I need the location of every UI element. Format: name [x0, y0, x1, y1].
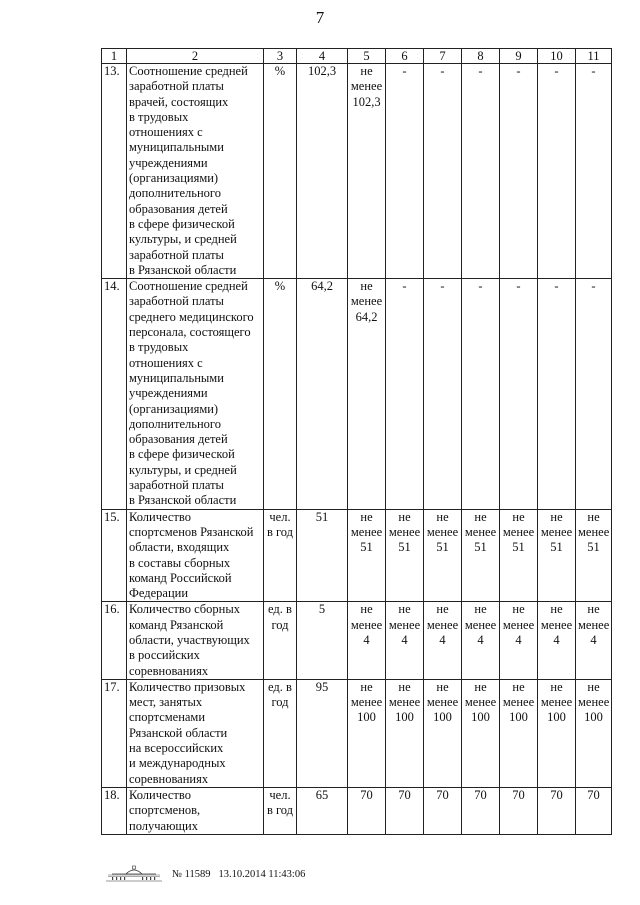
indicator-name-line: (организациями) — [129, 171, 219, 186]
target-value-line: не — [587, 509, 600, 524]
target-value-cell — [386, 602, 424, 679]
target-value-line: менее — [578, 695, 610, 710]
target-value-line: 51 — [587, 540, 600, 555]
target-value-line: 70 — [550, 787, 563, 802]
target-value-line: - — [516, 64, 521, 78]
target-value-line: 4 — [363, 632, 370, 647]
indicator-name-line: в трудовых — [129, 109, 189, 124]
target-value-line: - — [478, 64, 483, 78]
indicator-name-line: в российских — [129, 648, 200, 663]
target-value-cell — [576, 787, 612, 834]
indicator-name-line: Федерации — [129, 586, 189, 601]
unit-cell: ед. в год — [264, 679, 297, 787]
indicator-name-line: Соотношение средней — [129, 279, 248, 294]
target-value-line: менее — [464, 524, 497, 539]
target-value-line: не — [587, 602, 600, 617]
target-value-cell — [500, 279, 538, 509]
indicator-name-line: и международных — [129, 756, 226, 771]
indicator-name-line: в Рязанской области — [129, 262, 237, 277]
target-value-line: не — [474, 602, 487, 617]
target-value-line: 100 — [509, 710, 528, 725]
indicator-name-line: соревнованиях — [129, 771, 209, 786]
target-value-cell — [424, 64, 462, 279]
target-value-cell — [462, 64, 500, 279]
target-value-line: менее — [350, 695, 383, 710]
target-value-line: не — [360, 679, 373, 694]
target-value-cell — [386, 509, 424, 602]
indicator-name-line: образования детей — [129, 201, 228, 216]
indicator-name-cell — [127, 64, 264, 279]
target-value-cell — [424, 787, 462, 834]
target-value-cell — [538, 64, 576, 279]
target-value-line: не — [436, 509, 449, 524]
indicator-name-line: заработной платы — [129, 247, 224, 262]
indicator-name-line: на всероссийских — [129, 741, 224, 756]
target-value-line: - — [516, 279, 521, 294]
indicator-name-line: в Рязанской области — [129, 493, 237, 508]
target-value-line: 51 — [474, 540, 487, 555]
indicator-name-line: в составы сборных — [129, 555, 231, 570]
target-value-line: 100 — [471, 710, 490, 725]
target-value-line: не — [587, 679, 600, 694]
indicator-name-line: культуры, и средней — [129, 232, 237, 247]
target-value-line: менее — [350, 524, 383, 539]
indicator-name-line: Количество сборных — [129, 602, 240, 617]
indicator-name-line: области, входящих — [129, 540, 230, 555]
indicator-name-line: спортсменов, — [129, 803, 201, 818]
header-cell: 10 — [538, 49, 576, 64]
target-value-line: 100 — [584, 710, 603, 725]
header-cell: 5 — [348, 49, 386, 64]
indicator-name-line: соревнованиях — [129, 663, 209, 678]
target-value-line: 51 — [436, 540, 449, 555]
indicator-name-cell — [127, 787, 264, 834]
target-value-line: не — [398, 602, 411, 617]
target-value-line: 102,3 — [352, 94, 381, 109]
target-value-line: 4 — [439, 632, 446, 647]
target-value-cell — [538, 679, 576, 787]
indicator-name-line: отношениях с — [129, 355, 203, 370]
target-value-line: 100 — [433, 710, 452, 725]
target-value-cell — [386, 787, 424, 834]
indicator-name-cell — [127, 679, 264, 787]
target-value-cell — [348, 64, 386, 279]
indicator-name-cell — [127, 602, 264, 679]
indicator-name-line: Количество призовых — [129, 679, 246, 694]
target-value-cell — [348, 509, 386, 602]
target-value-cell — [462, 602, 500, 679]
target-value-line: 51 — [512, 540, 525, 555]
header-cell: 7 — [424, 49, 462, 64]
target-value-line: не — [550, 679, 563, 694]
indicator-name-line: (организациями) — [129, 401, 219, 416]
target-value-line: не — [474, 679, 487, 694]
target-value-cell — [386, 679, 424, 787]
unit-cell: ед. в год — [264, 602, 297, 679]
table-row — [102, 509, 612, 602]
indicator-name-line: учреждениями — [129, 386, 208, 401]
target-value-line: менее — [578, 524, 610, 539]
target-value-line: не — [398, 679, 411, 694]
header-cell: 11 — [576, 49, 612, 64]
target-value-cell — [576, 602, 612, 679]
target-value-line: менее — [426, 617, 459, 632]
indicator-name-line: Соотношение средней — [129, 64, 248, 78]
indicator-name-line: заработной платы — [129, 478, 224, 493]
target-value-line: не — [436, 602, 449, 617]
target-value-cell — [500, 602, 538, 679]
target-value-line: менее — [426, 695, 459, 710]
document-registration-number: № 11589 — [172, 868, 211, 880]
indicator-name-line: учреждениями — [129, 155, 208, 170]
indicator-name-line: области, участвующих — [129, 632, 250, 647]
target-value-line: не — [360, 64, 373, 78]
indicator-name-line: получающих — [129, 818, 199, 833]
target-value-line: менее — [502, 524, 535, 539]
target-value-line: 70 — [398, 787, 411, 802]
target-value-line: не — [512, 679, 525, 694]
unit-cell: % — [264, 279, 297, 509]
target-value-line: - — [402, 279, 407, 294]
indicator-table — [101, 48, 612, 835]
header-cell: 8 — [462, 49, 500, 64]
base-value-cell: 65 — [297, 787, 348, 834]
target-value-line: 70 — [436, 787, 449, 802]
target-value-line: 4 — [401, 632, 408, 647]
base-value-cell: 5 — [297, 602, 348, 679]
indicator-name-line: дополнительного — [129, 416, 221, 431]
target-value-line: менее — [578, 617, 610, 632]
target-value-line: 100 — [357, 710, 376, 725]
target-value-cell — [462, 509, 500, 602]
indicator-name-line: спортсменами — [129, 710, 206, 725]
table-row — [102, 787, 612, 834]
header-row — [102, 49, 612, 64]
target-value-line: 51 — [398, 540, 411, 555]
target-value-line: не — [512, 602, 525, 617]
document-footer — [104, 864, 305, 884]
row-number-cell: 17. — [102, 679, 127, 787]
target-value-cell — [424, 679, 462, 787]
row-number-cell: 18. — [102, 787, 127, 834]
indicator-name-line: среднего медицинского — [129, 309, 254, 324]
target-value-line: - — [591, 279, 596, 294]
header-cell: 4 — [297, 49, 348, 64]
target-value-cell — [348, 279, 386, 509]
target-value-line: 4 — [477, 632, 484, 647]
target-value-cell — [500, 64, 538, 279]
target-value-line: - — [440, 279, 445, 294]
target-value-line: 4 — [515, 632, 522, 647]
table-row — [102, 279, 612, 509]
indicator-name-line: муниципальными — [129, 370, 224, 385]
target-value-line: не — [550, 509, 563, 524]
target-value-line: 100 — [395, 710, 414, 725]
target-value-cell — [538, 787, 576, 834]
table-row — [102, 64, 612, 279]
target-value-line: не — [360, 279, 373, 294]
target-value-line: 4 — [590, 632, 597, 647]
target-value-line: 70 — [360, 787, 373, 802]
target-value-line: - — [402, 64, 407, 78]
indicator-name-line: в сфере физической — [129, 447, 235, 462]
row-number-cell: 13. — [102, 64, 127, 279]
target-value-cell — [576, 679, 612, 787]
target-value-line: 51 — [360, 540, 373, 555]
target-value-line: 51 — [550, 540, 563, 555]
unit-cell: чел. в год — [264, 509, 297, 602]
base-value-cell: 102,3 — [297, 64, 348, 279]
indicator-name-line: отношениях с — [129, 125, 203, 140]
target-value-line: менее — [540, 695, 573, 710]
target-value-line: менее — [464, 695, 497, 710]
target-value-line: не — [360, 509, 373, 524]
target-value-line: менее — [502, 617, 535, 632]
indicator-name-line: Рязанской области — [129, 725, 228, 740]
table-row — [102, 602, 612, 679]
target-value-cell — [462, 679, 500, 787]
target-value-line: не — [474, 509, 487, 524]
target-value-cell — [386, 64, 424, 279]
indicator-name-line: спортсменов Рязанской — [129, 524, 254, 539]
target-value-line: менее — [388, 695, 421, 710]
target-value-line: - — [591, 64, 596, 78]
target-value-cell — [348, 787, 386, 834]
indicator-name-cell — [127, 509, 264, 602]
page-number: 7 — [315, 8, 325, 27]
target-value-line: менее — [388, 524, 421, 539]
target-value-cell — [538, 602, 576, 679]
target-value-line: менее — [388, 617, 421, 632]
header-cell: 1 — [102, 49, 127, 64]
target-value-line: - — [554, 279, 559, 294]
target-value-cell — [576, 509, 612, 602]
indicator-name-line: заработной платы — [129, 294, 224, 309]
row-number-cell: 15. — [102, 509, 127, 602]
unit-cell: % — [264, 64, 297, 279]
target-value-line: не — [550, 602, 563, 617]
target-value-line: 64,2 — [355, 309, 378, 324]
indicator-name-line: в сфере физической — [129, 216, 235, 231]
indicator-name-line: персонала, состоящего — [129, 325, 251, 340]
target-value-cell — [538, 509, 576, 602]
indicator-name-cell — [127, 279, 264, 509]
indicator-name-line: врачей, состоящих — [129, 94, 229, 109]
table-body — [102, 64, 612, 835]
indicator-name-line: команд Российской — [129, 570, 232, 585]
base-value-cell: 95 — [297, 679, 348, 787]
indicator-name-line: дополнительного — [129, 186, 221, 201]
target-value-cell — [500, 509, 538, 602]
indicator-name-line: заработной платы — [129, 79, 224, 94]
target-value-line: менее — [540, 617, 573, 632]
target-value-cell — [462, 279, 500, 509]
target-value-line: 70 — [474, 787, 487, 802]
indicator-name-line: образования детей — [129, 432, 228, 447]
indicator-name-line: Количество — [129, 509, 191, 524]
target-value-line: 4 — [553, 632, 560, 647]
target-value-line: менее — [502, 695, 535, 710]
base-value-cell: 51 — [297, 509, 348, 602]
indicator-name-line: муниципальными — [129, 140, 224, 155]
target-value-line: менее — [426, 524, 459, 539]
unit-cell: чел. в год — [264, 787, 297, 834]
document-timestamp: 13.10.2014 11:43:06 — [218, 868, 306, 880]
header-cell: 3 — [264, 49, 297, 64]
target-value-cell — [462, 787, 500, 834]
target-value-line: не — [398, 509, 411, 524]
table-row — [102, 679, 612, 787]
target-value-cell — [538, 279, 576, 509]
target-value-line: - — [554, 64, 559, 78]
target-value-line: менее — [350, 617, 383, 632]
target-value-cell — [576, 279, 612, 509]
indicator-name-line: культуры, и средней — [129, 462, 237, 477]
header-cell: 2 — [127, 49, 264, 64]
target-value-line: не — [512, 509, 525, 524]
target-value-line: 70 — [512, 787, 525, 802]
target-value-cell — [348, 679, 386, 787]
indicator-name-line: в трудовых — [129, 340, 189, 355]
indicator-name-line: команд Рязанской — [129, 617, 224, 632]
row-number-cell: 16. — [102, 602, 127, 679]
target-value-cell — [424, 509, 462, 602]
target-value-line: менее — [350, 294, 383, 309]
target-value-cell — [386, 279, 424, 509]
target-value-line: менее — [464, 617, 497, 632]
target-value-line: 70 — [587, 787, 600, 802]
target-value-line: менее — [350, 79, 383, 94]
seal-stamp-icon — [104, 864, 164, 884]
target-value-cell — [500, 787, 538, 834]
row-number-cell: 14. — [102, 279, 127, 509]
target-value-line: менее — [540, 524, 573, 539]
target-value-cell — [500, 679, 538, 787]
target-value-line: - — [478, 279, 483, 294]
base-value-cell: 64,2 — [297, 279, 348, 509]
indicator-name-line: мест, занятых — [129, 695, 203, 710]
target-value-cell — [576, 64, 612, 279]
header-cell: 9 — [500, 49, 538, 64]
header-cell: 6 — [386, 49, 424, 64]
target-value-line: - — [440, 64, 445, 78]
target-value-cell — [424, 602, 462, 679]
target-value-line: не — [360, 602, 373, 617]
target-value-line: 100 — [547, 710, 566, 725]
target-value-line: не — [436, 679, 449, 694]
indicator-name-line: Количество — [129, 787, 191, 802]
target-value-cell — [424, 279, 462, 509]
target-value-cell — [348, 602, 386, 679]
